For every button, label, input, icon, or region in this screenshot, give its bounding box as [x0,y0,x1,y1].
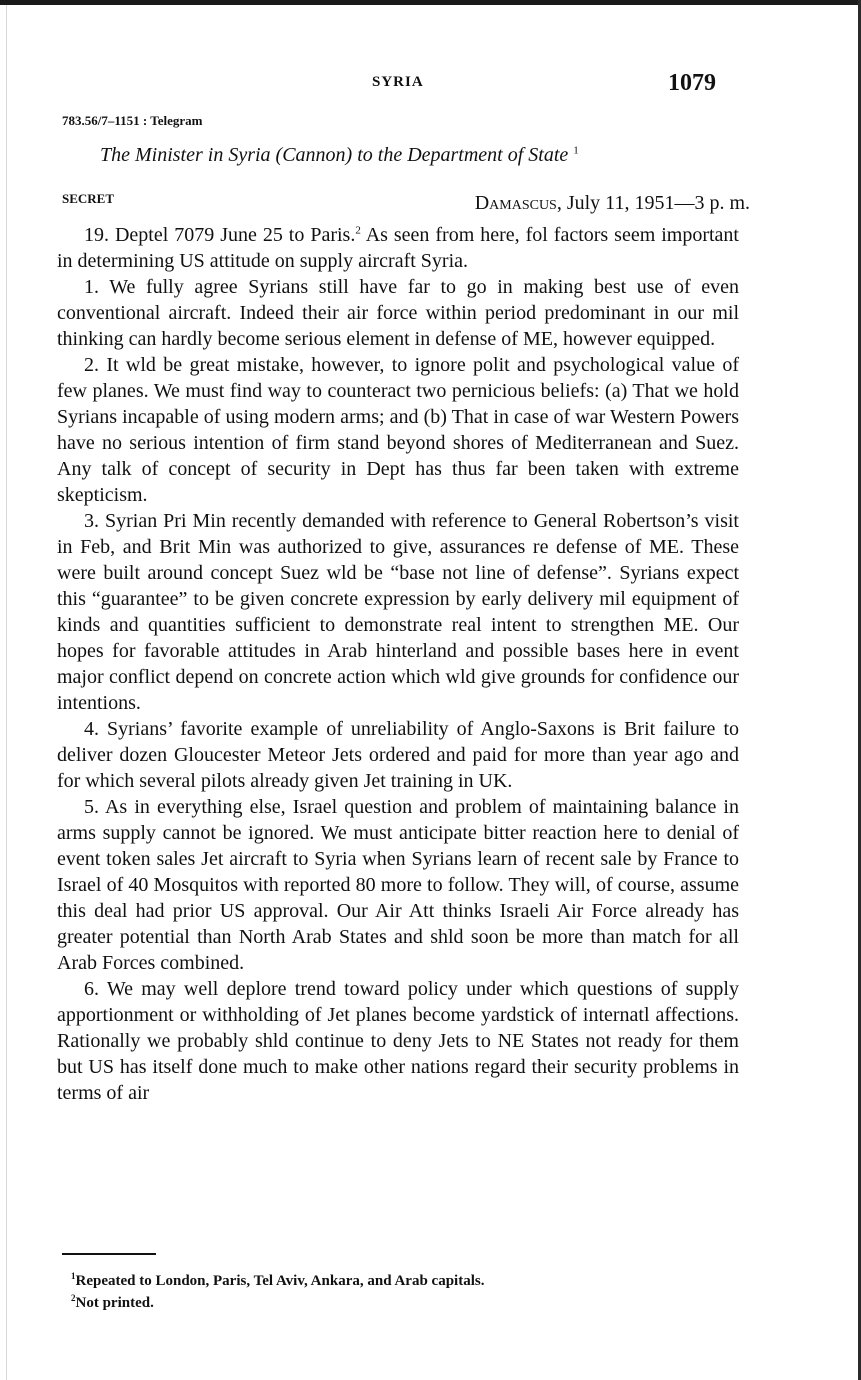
paragraph-6: 6. We may well deplore trend toward policy under which questions of supply apportionment or withholding of Jet planes become yardstick of internatl affections. Rationally we probably shld continue to deny Jets to NE States not ready for them but US has itself done much to make other nations regard their security problems in terms of air [57,978,739,1104]
page-number: 1079 [668,70,716,96]
footnote [71,1290,751,1312]
classification: SECRET [62,191,115,206]
paragraph-intro [57,222,739,274]
scan-left-edge [6,5,7,1380]
scan-top-edge [0,0,861,5]
footnote-mark: 1 [71,1271,76,1281]
date: , July 11, 1951—3 p. m. [556,192,750,214]
place: Damascus [474,192,557,214]
paragraph-3: 3. Syrian Pri Min recently demanded with reference to General Robertson’s visit in Feb, and Brit Min was authorized to give, assurances re defense of ME. These were built around concept Suez wld be “base not line of defense”. Syrians expect this “guarantee” to be given concrete expression by early delivery mil equipment of kinds and quantities sufficient to demonstrate real intent to strengthen ME. Our hopes for favorable attitudes in Arab hinterland and possible bases here in event major conflict depend on concrete action which wld give grounds for confidence our intentions. [57,510,739,714]
intro-footnote-mark: 2 [355,224,361,237]
footnote [71,1268,751,1290]
place-date [420,192,750,215]
paragraph-5: 5. As in everything else, Israel question and problem of maintaining balance in arms supply cannot be ignored. We must anticipate bitter reaction here to denial of event token sales Jet aircraft to Syria when Syrians learn of recent sale by France to Israel of 40 Mosquitos with reported 80 more to follow. They will, of course, assume this deal had prior US approval. Our Air Att thinks Israeli Air Force already has greater potential than North Arab States and shld soon be more than match for all Arab Forces combined. [57,796,739,974]
running-head: SYRIA [372,74,424,90]
title-footnote-mark: 1 [573,144,579,157]
footnote-text: Repeated to London, Paris, Tel Aviv, Ankara, and Arab capitals. [75,1273,485,1289]
paragraph-intro-a: 19. Deptel 7079 June 25 to Paris. [84,224,356,246]
footnote-divider [62,1253,156,1255]
paragraph-1: 1. We fully agree Syrians still have far to go in making best use of even conventional aircraft. Indeed their air force within period predominant in our mil thinking can hardly become serious element in defense of ME, however equipped. [57,276,739,350]
paragraph-2: 2. It wld be great mistake, however, to ignore polit and psychological value of few planes. We must find way to counteract two pernicious beliefs: (a) That we hold Syrians incapable of using modern arms; and (b) That in case of war Western Powers have no serious intention of firm stand beyond shores of Mediterranean and Suez. Any talk of concept of security in Dept has thus far been taken with extreme skepticism. [57,354,739,506]
footnote-text: Not printed. [75,1295,154,1311]
paragraph-intro-b: As seen from here, fol factors seem important in determining US attitude on supply aircraft Syria. [57,224,739,272]
document-title-text: The Minister in Syria (Cannon) to the Department of State [100,144,569,166]
footnote-mark: 2 [71,1293,76,1303]
file-reference: 783.56/7–1151 : Telegram [62,113,203,128]
telegram-body [57,222,739,1106]
footnotes [71,1268,751,1312]
document-title [100,144,579,167]
paragraph-4: 4. Syrians’ favorite example of unreliability of Anglo-Saxons is Brit failure to deliver dozen Gloucester Meteor Jets ordered and paid for more than year ago and for which several pilots already given Jet training in UK. [57,718,739,792]
